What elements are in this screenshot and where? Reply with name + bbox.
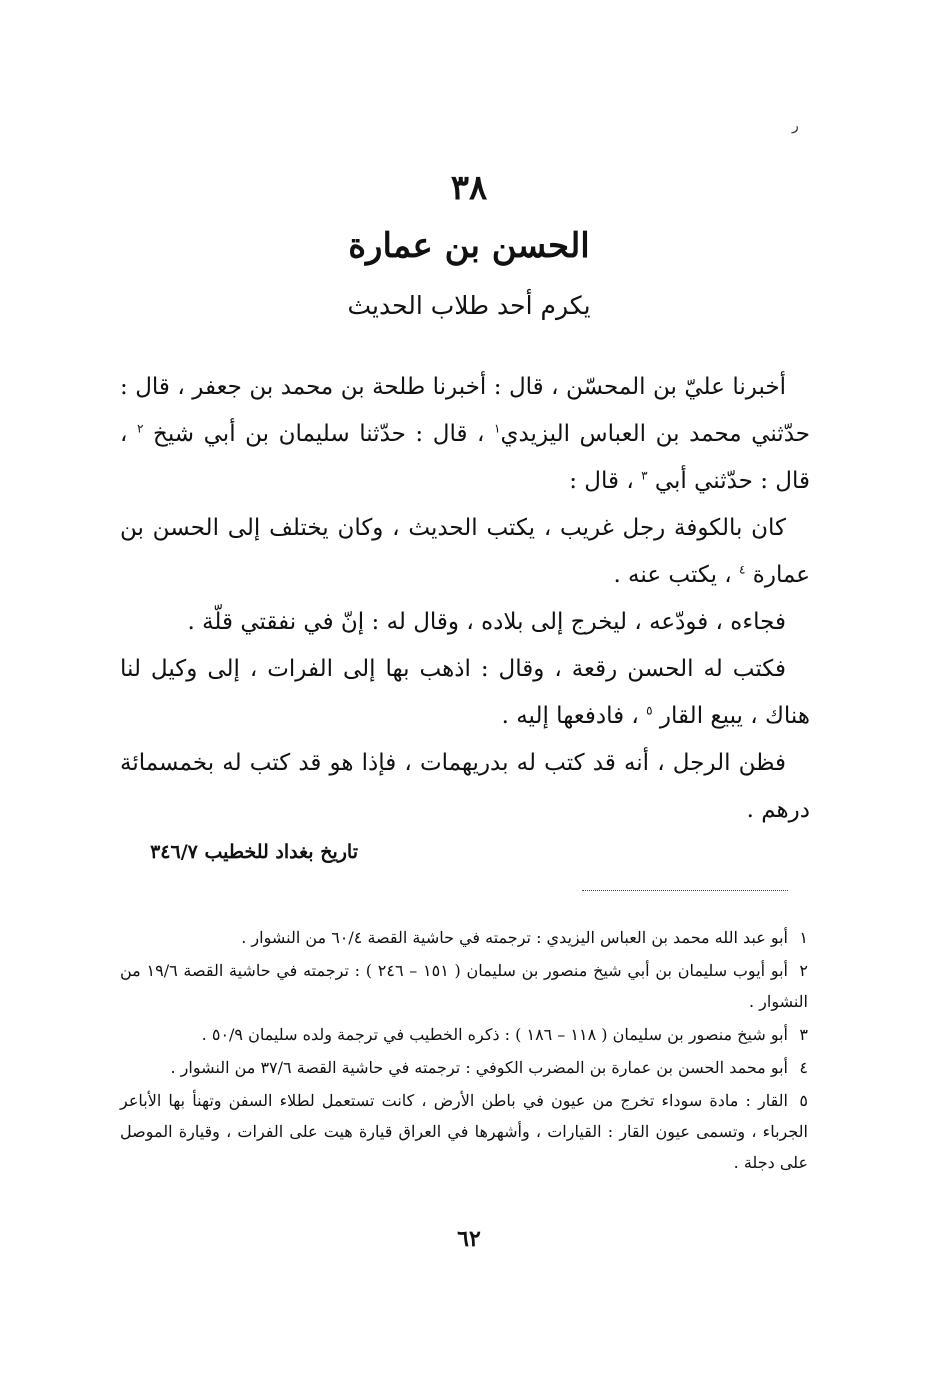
footnote-divider — [582, 890, 788, 891]
footnote-text: أبو محمد الحسن بن عمارة بن المضرب الكوفي : ترجمته في حاشية القصة ٣٧/٦ من النشوار . — [170, 1058, 788, 1077]
footnote-number: ١ — [799, 928, 808, 947]
story-body — [120, 364, 810, 834]
footnote-number: ٣ — [799, 1025, 808, 1044]
footnote-text: أبو أيوب سليمان بن أبي شيخ منصور بن سليمان ( ١٥١ – ٢٤٦ ) : ترجمته في حاشية القصة ١٩/٦ من النشوار . — [120, 961, 808, 1011]
footnote-ref-4[interactable]: ٤ — [739, 562, 746, 577]
footnote-number: ٥ — [799, 1091, 808, 1110]
story-number: ٣٨ — [450, 168, 488, 208]
footnote-text: أبو عبد الله محمد بن العباس اليزيدي : ترجمته في حاشية القصة ٦٠/٤ من النشوار . — [241, 928, 788, 947]
footnote-ref-3[interactable]: ٣ — [641, 468, 648, 483]
story-paragraph-1: كان بالكوفة رجل غريب ، يكتب الحديث ، وكان يختلف إلى الحسن بن عمارة $^٤$ ، يكتب عنه . — [120, 515, 810, 588]
corner-mark: ر — [792, 118, 799, 134]
footnote-number: ٤ — [799, 1058, 808, 1077]
story-title: الحسن بن عمارة — [348, 226, 590, 266]
footnote-ref-1[interactable]: ١ — [494, 421, 501, 436]
story-paragraph-2: فجاءه ، فودّعه ، ليخرج إلى بلاده ، وقال له : إنّ في نفقتي قلّة . — [187, 609, 786, 635]
footnote-item — [120, 1052, 808, 1083]
footnotes — [120, 922, 808, 1180]
footnote-item — [120, 955, 808, 1017]
footnote-text: أبو شيخ منصور بن سليمان ( ١١٨ – ١٨٦ ) : ذكره الخطيب في ترجمة ولده سليمان ٥٠/٩ . — [201, 1025, 788, 1044]
page-number: ٦٢ — [457, 1226, 481, 1252]
isnad-paragraph: أخبرنا عليّ بن المحسّن ، قال : أخبرنا طلحة بن محمد بن جعفر ، قال : حدّثني محمد بن العباس اليزيدي$^١$ ، قال : حدّثنا سليمان بن أبي شيخ $^٢$ ، قال : حدّثني أبي $^٣$ ، قال : — [120, 374, 810, 494]
story-subtitle: يكرم أحد طلاب الحديث — [347, 291, 591, 320]
footnote-item — [120, 1019, 808, 1050]
footnote-item — [120, 922, 808, 953]
footnote-ref-2[interactable]: ٢ — [137, 421, 144, 436]
footnote-ref-5[interactable]: ٥ — [646, 703, 653, 718]
footnote-item — [120, 1085, 808, 1178]
source-citation: تاريخ بغداد للخطيب ٣٤٦/٧ — [150, 841, 358, 863]
story-paragraph-4: فظن الرجل ، أنه قد كتب له بدريهمات ، فإذا هو قد كتب له بخمسمائة درهم . — [120, 750, 810, 823]
footnote-number: ٢ — [799, 961, 808, 980]
footnote-text: القار : مادة سوداء تخرج من عيون في باطن الأرض ، كانت تستعمل لطلاء السفن وتهنأ بها الأباعر الجرباء ، وتسمى عيون القار : القيارات ، وأشهرها في العراق قيارة هيت على الفرات ، وقيارة الموصل على دجلة . — [120, 1091, 808, 1172]
story-paragraph-3: فكتب له الحسن رقعة ، وقال : اذهب بها إلى الفرات ، إلى وكيل لنا هناك ، يبيع القار $^٥$ ، فادفعها إليه . — [120, 656, 810, 729]
